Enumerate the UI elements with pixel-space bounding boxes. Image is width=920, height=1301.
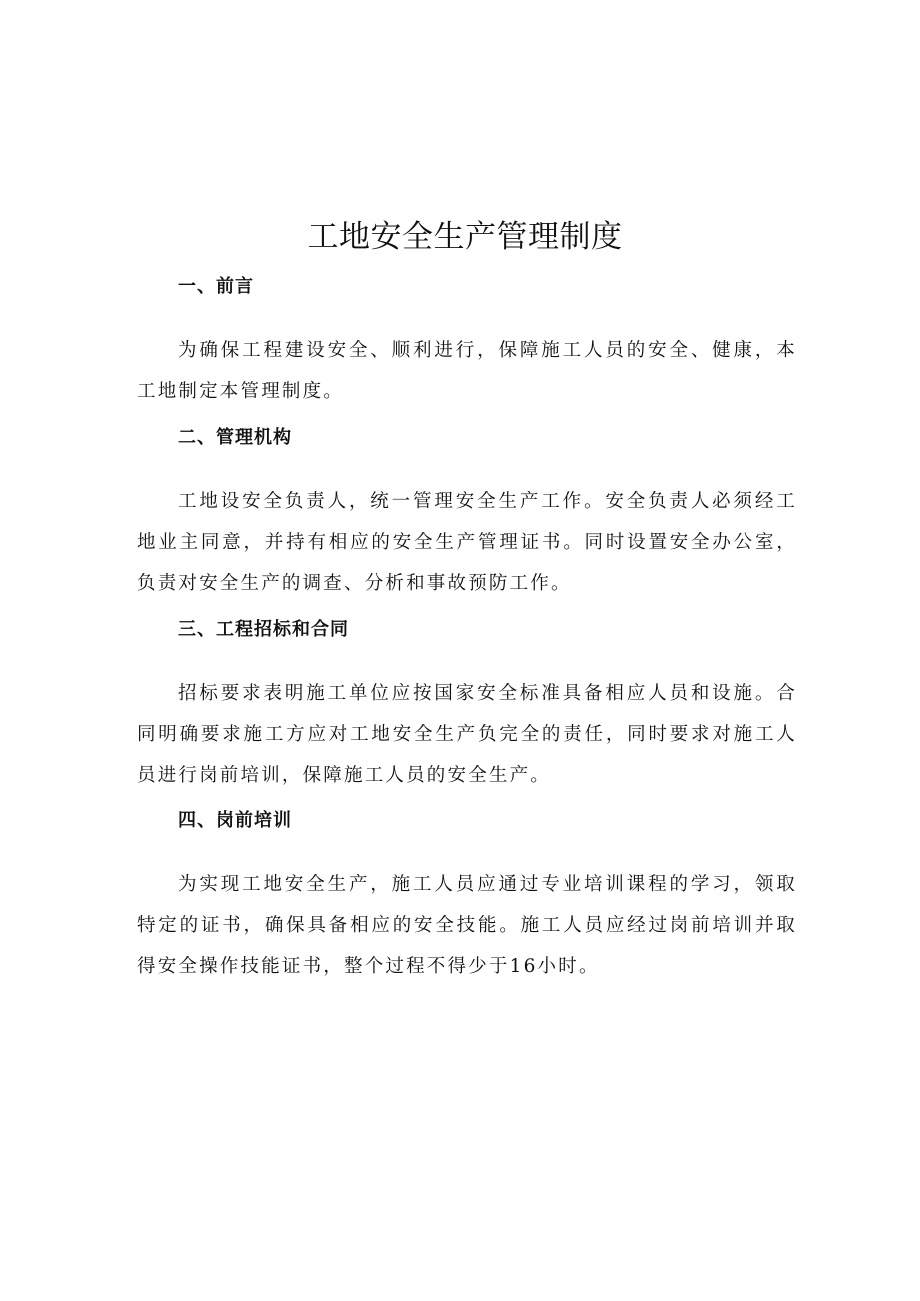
section-preface (137, 274, 797, 412)
section-paragraph: 为实现工地安全生产，施工人员应通过专业培训课程的学习，领取特定的证书，确保具备相应的安全技能。施工人员应经过岗前培训并取得安全操作技能证书，整个过程不得少于16小时。 (137, 874, 797, 977)
section-management-organization (137, 425, 797, 604)
section-bidding-and-contract (137, 617, 797, 796)
section-paragraph: 招标要求表明施工单位应按国家安全标准具备相应人员和设施。合同明确要求施工方应对工地安全生产负完全的责任，同时要求对施工人员进行岗前培训，保障施工人员的安全生产。 (137, 683, 797, 786)
section-pre-job-training (137, 808, 797, 987)
section-heading: 四、岗前培训 (178, 810, 292, 831)
section-heading: 一、前言 (178, 276, 254, 297)
document-title: 工地安全生产管理制度 (307, 219, 623, 255)
section-paragraph: 工地设安全负责人，统一管理安全生产工作。安全负责人必须经工地业主同意，并持有相应的安全生产管理证书。同时设置安全办公室，负责对安全生产的调查、分析和事故预防工作。 (137, 491, 797, 594)
section-heading: 二、管理机构 (178, 427, 292, 448)
section-heading: 三、工程招标和合同 (178, 619, 349, 640)
section-paragraph: 为确保工程建设安全、顺利进行，保障施工人员的安全、健康，本工地制定本管理制度。 (137, 340, 797, 402)
